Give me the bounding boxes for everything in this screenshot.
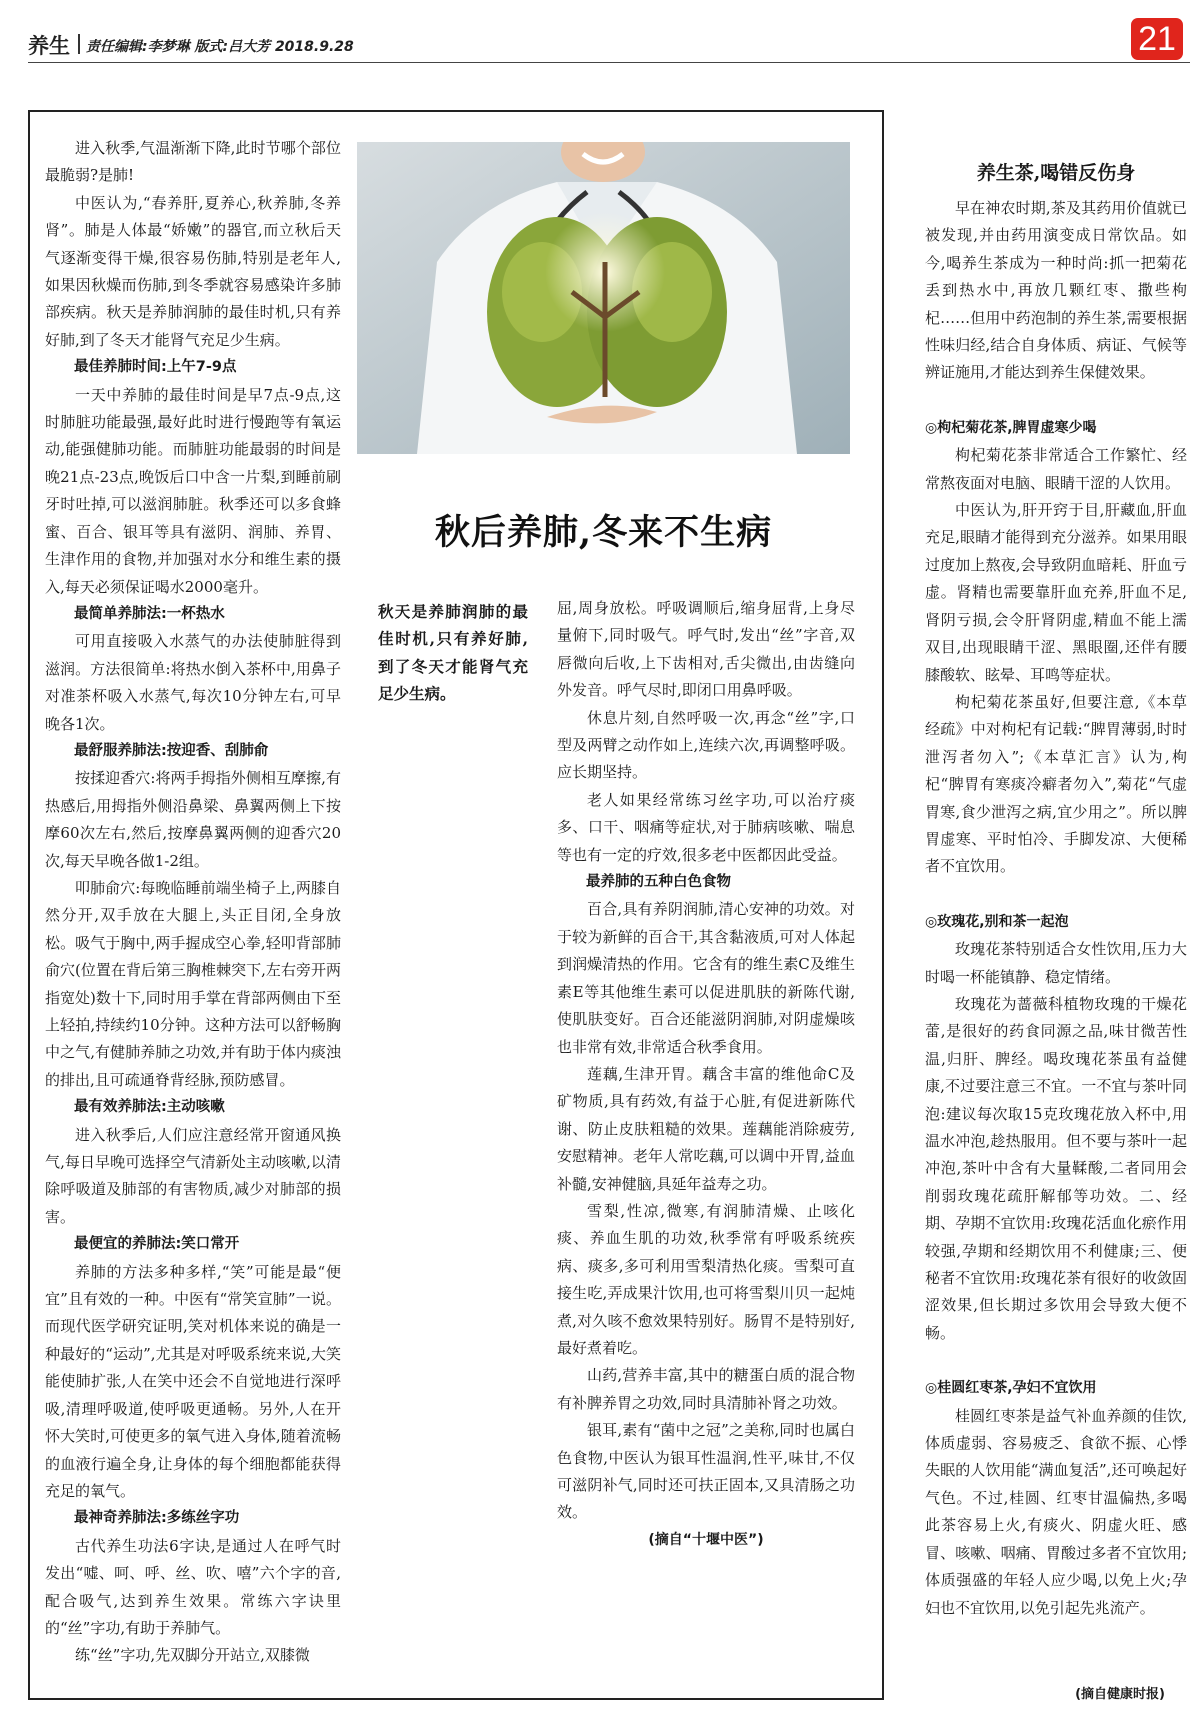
subheading: 最便宜的养肺法:笑口常开 [74,1236,240,1253]
paragraph: 枸杞菊花茶非常适合工作繁忙、经常熬夜面对电脑、眼睛干涩的人饮用。 [925,446,1187,492]
spacer [925,387,1187,415]
article-headline: 秋后养肺,冬来不生病 [434,512,773,553]
subheading: ◎枸杞菊花茶,脾胃虚寒少喝 [925,419,1097,436]
paragraph: 叩肺俞穴:每晚临睡前端坐椅子上,两膝自然分开,双手放在大腿上,头正目闭,全身放松。吸气于胸中,两手握成空心拳,轻叩背部肺俞穴(位置在背后第三胸椎棘突下,左右旁开两指宽处)数十下,同时用手掌在背部两侧由下至上轻拍,持续约10分钟。这种方法可以舒畅胸中之气,有健肺养肺之功效,并有助于体内痰浊的排出,且可疏通脊背经脉,预防感冒。 [45,878,341,1089]
paragraph: 玫瑰花为蔷薇科植物玫瑰的干燥花蕾,是很好的药食同源之品,味甘微苦性温,归肝、脾经。喝玫瑰花茶虽有益健康,不过要注意三不宜。一不宜与茶叶同泡:建议每次取15克玫瑰花放入杯中,用温水冲泡,趁热服用。但不要与茶叶一起冲泡,茶叶中含有大量鞣酸,二者同用会削弱玫瑰花疏肝解郁等功效。二、经期、孕期不宜饮用:玫瑰花活血化瘀作用较强,孕期和经期饮用不利健康;三、便秘者不宜饮用:玫瑰花茶有很好的收敛固涩效果,但长期过多饮用会导致大便不畅。 [925,994,1187,1342]
doctor-lung-illustration [357,142,850,454]
paragraph: 养肺的方法多种多样,“笑”可能是最“便宜”且有效的一种。中医有“常笑宣肺”一说。而现代医学研究证明,笑对机体来说的确是一种最好的“运动”,尤其是对呼吸系统来说,大笑能使肺扩张,人在笑中还会不自觉地进行深呼吸,清理呼吸道,使呼吸更通畅。另外,人在开怀大笑时,可使更多的氧气进入身体,随着流畅的血液行遍全身,让身体的每个细胞都能获得充足的氧气。 [45,1262,341,1500]
section-title: 养生 [28,34,70,58]
subheading: 最佳养肺时间:上午7-9点 [74,359,237,376]
paragraph: 银耳,素有“菌中之冠”之美称,同时也属白色食物,中医认为银耳性温润,性平,味甘,不仅可滋阴补气,同时还可扶正固本,又具清肠之功效。 [557,1421,855,1522]
subheading: ◎桂圆红枣茶,孕妇不宜饮用 [925,1380,1097,1397]
paragraph: 按揉迎香穴:将两手拇指外侧相互摩擦,有热感后,用拇指外侧沿鼻梁、鼻翼两侧上下按摩60次左右,然后,按摩鼻翼两侧的迎香穴20次,每天早晚各做1-2组。 [45,769,341,870]
editor-meta: 责任编辑:李梦琳 版式:吕大芳 2018.9.28 [86,39,354,55]
paragraph: 进入秋季,气温渐渐下降,此时节哪个部位最脆弱?是肺! [45,139,341,185]
subheading: 最养肺的五种白色食物 [586,874,731,891]
spacer [925,1347,1187,1375]
page-header [0,0,1200,70]
paragraph: 休息片刻,自然呼吸一次,再念“丝”字,口型及两臂之动作如上,连续六次,再调整呼吸。应长期坚持。 [557,708,855,782]
paragraph: 一天中养肺的最佳时间是早7点-9点,这时肺脏功能最强,最好此时进行慢跑等有氧运动,能强健肺功能。而肺脏功能最弱的时间是晚21点-23点,晚饭后口中含一片梨,到睡前刷牙时吐掉,可以滋润肺脏。秋季还可以多食蜂蜜、百合、银耳等具有滋阴、润肺、养胃、生津作用的食物,并加强对水分和维生素的摄入,每天必须保证喝水2000毫升。 [45,385,341,596]
paragraph: 雪梨,性凉,微寒,有润肺清燥、止咳化痰、养血生肌的功效,秋季常有呼吸系统疾病、痰多,多可利用雪梨清热化痰。雪梨可直接生吃,弄成果汁饮用,也可将雪梨川贝一起炖煮,对久咳不愈效果特别好。肠胃不是特别好,最好煮着吃。 [557,1201,855,1357]
pull-quote: 秋天是养肺润肺的最佳时机,只有养好肺,到了冬天才能肾气充足少生病。 [378,602,528,704]
side-article-source: (摘自健康时报) [1075,1687,1165,1702]
paragraph: 可用直接吸入水蒸气的办法使肺脏得到滋润。方法很简单:将热水倒入茶杯中,用鼻子对准茶杯吸入水蒸气,每次10分钟左右,可早晚各1次。 [45,632,341,733]
paragraph: 老人如果经常练习丝字功,可以治疗痰多、口干、咽痛等症状,对于肺病咳嗽、喘息等也有一定的疗效,很多老中医都因此受益。 [557,790,855,864]
article-source: (摘自“十堰中医”) [648,1531,764,1548]
paragraph: 古代养生功法6字诀,是通过人在呼气时发出“嘘、呵、呼、丝、吹、嘻”六个字的音,配合吸气,达到养生效果。常练六字诀里的“丝”字功,有助于养肺气。 [45,1536,341,1637]
side-article-title: 养生茶,喝错反伤身 [976,162,1136,184]
paragraph: 练“丝”字功,先双脚分开站立,双膝微 [75,1646,310,1665]
subheading: 最有效养肺法:主动咳嗽 [74,1099,225,1116]
article-column-1 [45,135,341,1670]
paragraph: 桂圆红枣茶是益气补血养颜的佳饮,体质虚弱、容易疲乏、食欲不振、心悸失眠的人饮用能“满血复活”,还可唤起好气色。不过,桂圆、红枣甘温偏热,多喝此茶容易上火,有痰火、阴虚火旺、感冒、咳嗽、咽痛、胃酸过多者不宜饮用;体质强盛的年轻人应少喝,以免上火;孕妇也不宜饮用,以免引起先兆流产。 [925,1406,1187,1617]
subheading: ◎玫瑰花,别和茶一起泡 [925,913,1069,930]
lung-tree-image [357,142,850,454]
subheading: 最简单养肺法:一杯热水 [74,605,225,622]
paragraph: 枸杞菊花茶虽好,但要注意,《本草经疏》中对枸杞有记载:“脾胃薄弱,时时泄泻者勿入”;《本草汇言》认为,枸杞“脾胃有寒痰冷癖者勿入”,菊花“气虚胃寒,食少泄泻之病,宜少用之”。所以脾胃虚寒、平时怕冷、手脚发凉、大便稀者不宜饮用。 [925,692,1187,876]
paragraph: 百合,具有养阴润肺,清心安神的功效。对于较为新鲜的百合干,其含黏液质,可对人体起到润燥清热的作用。它含有的维生素C及维生素E等其他维生素可以促进肌肤的新陈代谢,使肌肤变好。百合还能滋阴润肺,对阴虚燥咳也非常有效,非常适合秋季食用。 [557,900,855,1056]
paragraph: 进入秋季后,人们应注意经常开窗通风换气,每日早晚可选择空气清新处主动咳嗽,以清除呼吸道及肺部的有害物质,减少对肺部的损害。 [45,1125,341,1226]
page-number-badge: 21 [1131,18,1183,60]
paragraph: 玫瑰花茶特别适合女性饮用,压力大时喝一杯能镇静、稳定情绪。 [925,940,1187,986]
paragraph: 中医认为,“春养肝,夏养心,秋养肺,冬养肾”。肺是人体最“娇嫩”的器官,而立秋后天气逐渐变得干燥,很容易伤肺,特别是老年人,如果因秋燥而伤肺,到冬季就容易感染许多肺部疾病。秋天是养肺润肺的最佳时机,只有养好肺,到了冬天才能肾气充足少生病。 [45,193,341,349]
article-column-3 [557,595,855,1554]
paragraph: 山药,营养丰富,其中的糖蛋白质的混合物有补脾养胃之功效,同时具清肺补肾之功效。 [557,1366,855,1412]
spacer [925,881,1187,909]
paragraph: 早在神农时期,茶及其药用价值就已被发现,并由药用演变成日常饮品。如今,喝养生茶成为一种时尚:抓一把菊花丢到热水中,再放几颗红枣、撒些枸杞……但用中药泡制的养生茶,需要根据性味归经,结合自身体质、病证、气候等辨证施用,才能达到养生保健效果。 [925,199,1187,382]
paragraph: 屈,周身放松。呼吸调顺后,缩身屈背,上身尽量俯下,同时吸气。呼气时,发出“丝”字音,双唇微向后收,上下齿相对,舌尖微出,由齿缝向外发音。呼气尽时,即闭口用鼻呼吸。 [557,599,855,700]
header-divider [78,34,80,54]
header-rule [28,62,1190,63]
subheading: 最舒服养肺法:按迎香、刮肺俞 [74,742,269,759]
paragraph: 中医认为,肝开窍于目,肝藏血,肝血充足,眼睛才能得到充分滋养。如果用眼过度加上熬夜,会导致阴血暗耗、肝血亏虚。肾精也需要靠肝血充养,肝血不足,肾阴亏损,会令肝肾阴虚,精血不能上濡双目,出现眼睛干涩、黑眼圈,还伴有腰膝酸软、眩晕、耳鸣等症状。 [925,501,1187,684]
subheading: 最神奇养肺法:多练丝字功 [74,1510,240,1527]
paragraph: 莲藕,生津开胃。藕含丰富的维他命C及矿物质,具有药效,有益于心脏,有促进新陈代谢、防止皮肤粗糙的效果。莲藕能消除疲劳,安慰精神。老年人常吃藕,可以调中开胃,益血补髓,安神健脑,具延年益寿之功。 [557,1064,855,1193]
side-article-column [925,195,1187,1622]
